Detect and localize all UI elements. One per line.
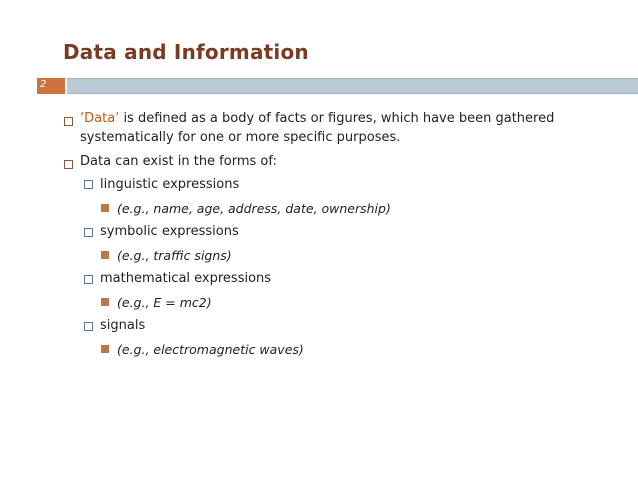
bullet-text: is defined as a body of facts or figures, which have been gathered	[119, 111, 555, 126]
emphasis-term: ‘Data’	[80, 111, 120, 126]
hollow-square-subbullet-icon	[84, 228, 93, 237]
hollow-square-subbullet-icon	[84, 180, 93, 189]
bullet-data-definition-continued: systematically for one or more specific purposes.	[80, 130, 401, 145]
subitem-example: (e.g., E = mc2)	[117, 295, 212, 310]
subitem-example: (e.g., name, age, address, date, ownership)	[117, 201, 391, 216]
hollow-square-bullet-icon	[64, 160, 73, 169]
bullet-forms-of-data: Data can exist in the forms of:	[80, 154, 277, 169]
hollow-square-subbullet-icon	[84, 275, 93, 284]
slide-title: Data and Information	[63, 40, 309, 64]
subitem-label: mathematical expressions	[100, 271, 272, 286]
solid-square-bullet-icon	[101, 298, 109, 306]
solid-square-bullet-icon	[101, 345, 109, 353]
subitem-label: symbolic expressions	[100, 224, 239, 239]
subitem-label: linguistic expressions	[100, 177, 240, 192]
subitem-label: signals	[100, 318, 146, 333]
hollow-square-bullet-icon	[64, 117, 73, 126]
solid-square-bullet-icon	[101, 251, 109, 259]
solid-square-bullet-icon	[101, 204, 109, 212]
subitem-example: (e.g., traffic signs)	[117, 248, 232, 263]
slide-number: 2	[40, 79, 47, 90]
bullet-data-definition	[80, 109, 554, 128]
hollow-square-subbullet-icon	[84, 322, 93, 331]
subitem-example: (e.g., electromagnetic waves)	[117, 342, 304, 357]
